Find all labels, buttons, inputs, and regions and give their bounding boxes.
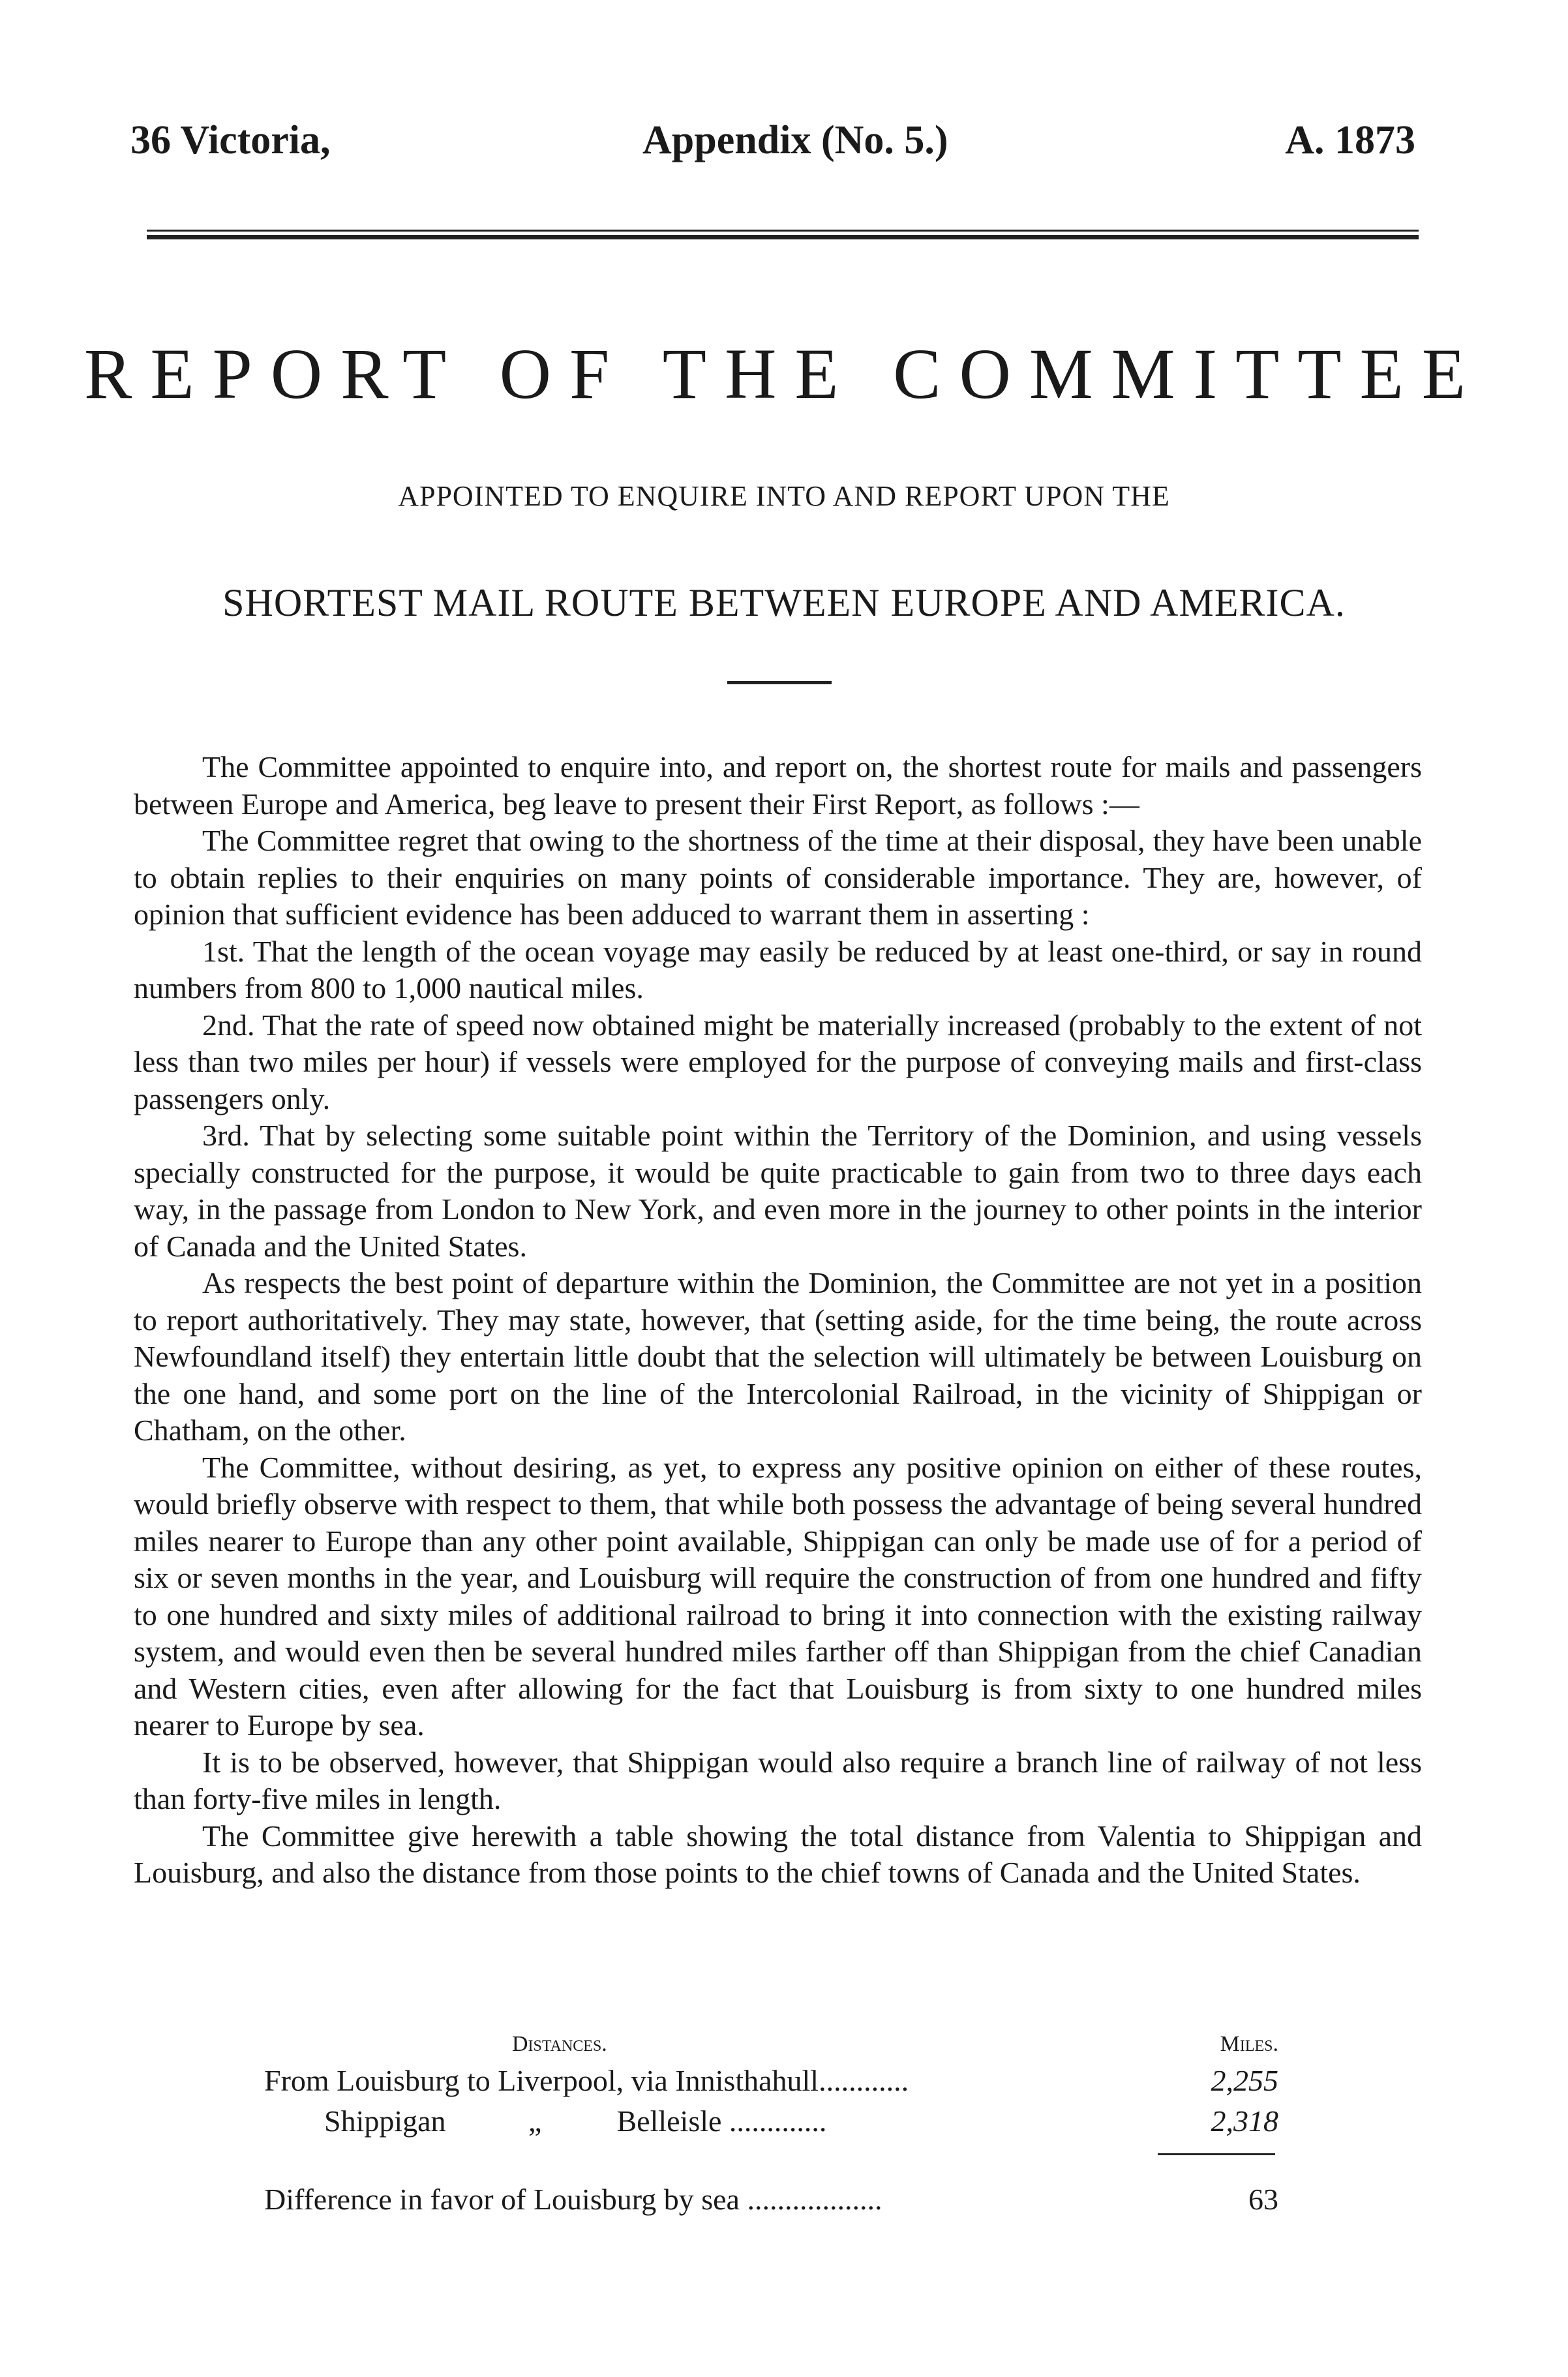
paragraph: It is to be observed, however, that Shippigan would also require a branch line of railway of not less than forty-five miles in length.	[134, 1745, 1422, 1815]
difference-miles: 63	[1248, 2183, 1278, 2216]
header-year: A. 1873	[1285, 118, 1415, 162]
report-subject: SHORTEST MAIL ROUTE BETWEEN EUROPE AND AMERICA.	[222, 581, 1346, 624]
report-subtitle: APPOINTED TO ENQUIRE INTO AND REPORT UPON THE	[398, 480, 1170, 512]
route-miles: 2,318	[1211, 2104, 1278, 2138]
header-rule-bottom	[147, 235, 1419, 239]
paragraph: The Committee regret that owing to the shortness of the time at their disposal, they have been unable to obtain replies to their enquiries on many points of considerable importance. They are, however, of opinion that sufficient evidence has been adduced to warrant them in asserting :	[134, 824, 1422, 931]
route-label: Shippigan „ Belleisle .............	[264, 2104, 827, 2138]
paragraph: The Committee, without desiring, as yet, to express any positive opinion on either of these routes, would briefly observe with respect to them, that while both possess the advantage of being several hundred miles nearer to Europe than any other point available, Shippigan can only be made use of for a period of six or seven months in the year, and Louisburg will require the construction of from one hundred and fifty to one hundred and sixty miles of additional railroad to bring it into connection with the existing railway system, and would even then be several hundred miles farther off than Shippigan from the chief Canadian and Western cities, even after allowing for the fact that Louisburg is from sixty to one hundred miles nearer to Europe by sea.	[134, 1450, 1422, 1742]
paragraph: The Committee give herewith a table showing the total distance from Valentia to Shippigan and Louisburg, and also the distance from those points to the chief towns of Canada and the United States.	[134, 1819, 1422, 1889]
report-body	[134, 749, 1422, 1892]
route-miles: 2,255	[1211, 2064, 1278, 2097]
difference-label: Difference in favor of Louisburg by sea ..................	[264, 2183, 882, 2216]
miles-heading: Miles.	[1220, 2032, 1278, 2056]
title-divider	[727, 681, 832, 684]
paragraph: 2nd. That the rate of speed now obtained might be materially increased (probably to the extent of not less than two miles per hour) if vessels were employed for the purpose of conveying mails and first-class passengers only.	[134, 1008, 1422, 1115]
report-title: REPORT OF THE COMMITTEE	[84, 334, 1484, 414]
paragraph: 1st. That the length of the ocean voyage may easily be reduced by at least one-third, or say in round numbers from 800 to 1,000 nautical miles.	[134, 934, 1422, 1005]
table-row	[264, 2063, 1278, 2102]
table-row	[264, 2104, 1278, 2143]
header-session: 36 Victoria,	[130, 118, 331, 162]
distances-header	[264, 2032, 1278, 2062]
paragraph: 3rd. That by selecting some suitable point within the Territory of the Dominion, and using vessels specially constructed for the purpose, it would be quite practicable to gain from two to three days each way, in the passage from London to New York, and even more in the journey to other points in the interior of Canada and the United States.	[134, 1119, 1422, 1263]
header-rule-top	[147, 230, 1419, 232]
header-appendix: Appendix (No. 5.)	[642, 118, 948, 162]
running-header	[124, 117, 1428, 176]
difference-row	[264, 2182, 1278, 2221]
paragraph: As respects the best point of departure within the Dominion, the Committee are not yet in a position to report authoritatively. They may state, however, that (setting aside, for the time being, the route across Newfoundland itself) they entertain little doubt that the selection will ultimately be between Louisburg on the one hand, and some port on the line of the Intercolonial Railroad, in the vicinity of Shippigan or Chatham, on the other.	[134, 1266, 1422, 1447]
sum-rule	[1158, 2153, 1275, 2155]
distances-heading: Distances.	[512, 2032, 607, 2056]
distances-table	[264, 2032, 1278, 2216]
route-label: From Louisburg to Liverpool, via Innisthahull............	[264, 2064, 909, 2097]
paragraph: The Committee appointed to enquire into, and report on, the shortest route for mails and passengers between Europe and America, beg leave to present their First Report, as follows :—	[134, 750, 1422, 821]
